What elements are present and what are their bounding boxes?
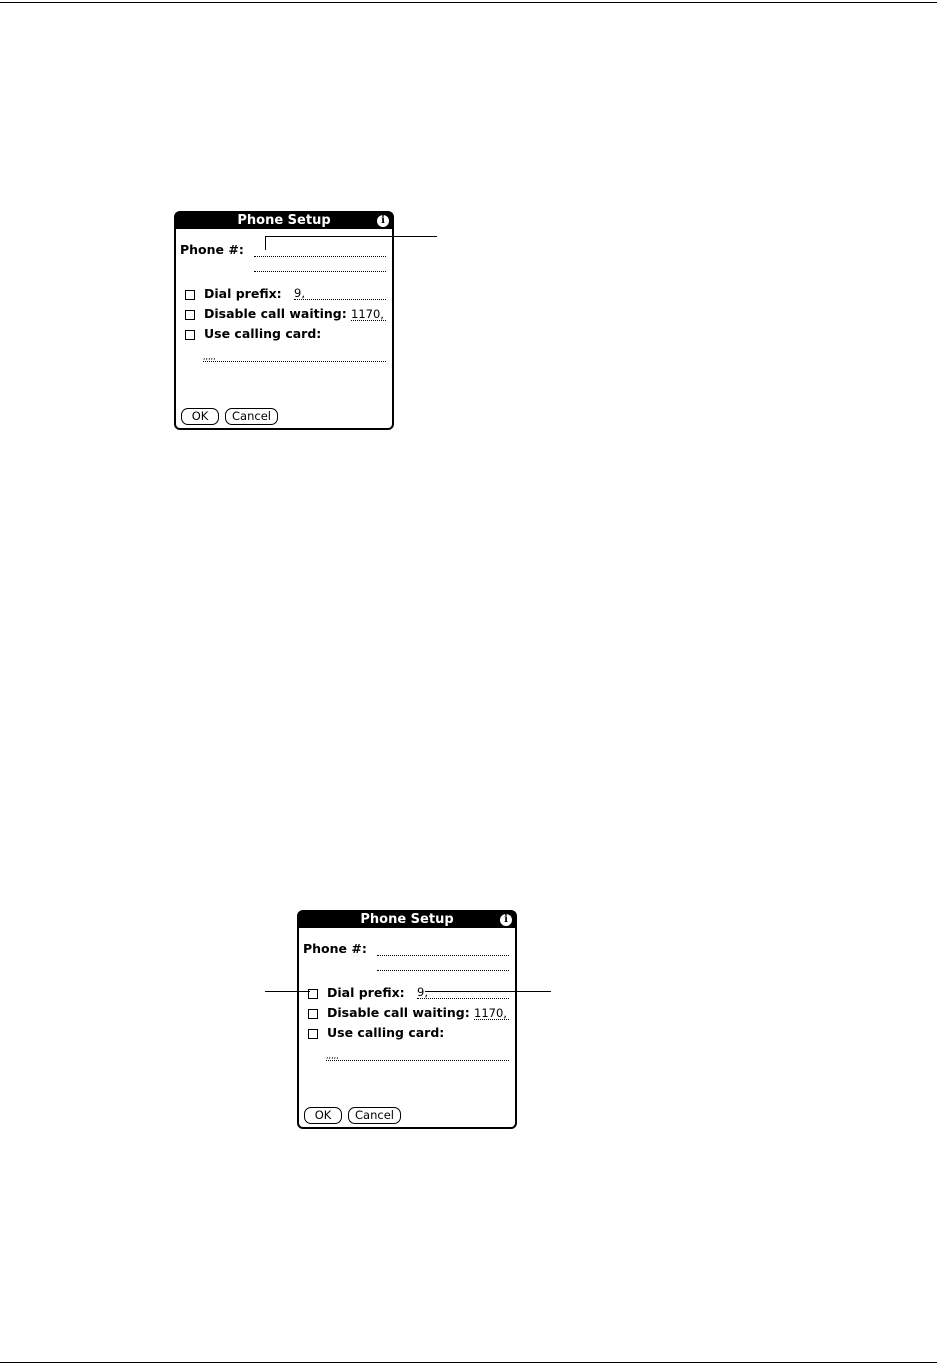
phone-number-field[interactable] — [254, 256, 386, 257]
phone-setup-dialog — [174, 211, 394, 430]
dial-prefix-field[interactable] — [294, 299, 386, 300]
ok-button[interactable]: OK — [304, 1107, 342, 1124]
dial-prefix-field[interactable] — [417, 998, 509, 999]
dial-prefix-value[interactable]: 9, — [417, 985, 428, 999]
call-waiting-label: Disable call waiting: — [327, 1005, 470, 1020]
call-waiting-checkbox[interactable] — [308, 1009, 318, 1019]
info-icon[interactable]: i — [377, 215, 389, 227]
call-waiting-checkbox[interactable] — [185, 310, 195, 320]
calling-card-value[interactable]: ,,,,, — [203, 352, 216, 361]
calling-card-field[interactable] — [326, 1060, 509, 1061]
dial-prefix-checkbox[interactable] — [185, 290, 195, 300]
dialog-title: Phone Setup — [360, 912, 454, 927]
call-waiting-value[interactable]: 1170, — [351, 307, 384, 321]
phone-number-callout-line — [265, 236, 437, 237]
dial-prefix-value-callout-line — [425, 991, 551, 992]
page-bottom-rule — [0, 1362, 937, 1363]
call-waiting-field[interactable] — [351, 320, 386, 321]
call-waiting-label: Disable call waiting: — [204, 306, 347, 321]
calling-card-label: Use calling card: — [204, 326, 322, 341]
dialog-title: Phone Setup — [237, 213, 331, 228]
phone-number-field-line2[interactable] — [254, 271, 386, 272]
dial-prefix-value[interactable]: 9, — [294, 286, 305, 300]
dial-prefix-label: Dial prefix: — [327, 985, 405, 1000]
dial-prefix-label: Dial prefix: — [204, 286, 282, 301]
calling-card-field[interactable] — [203, 361, 386, 362]
info-icon[interactable]: i — [500, 914, 512, 926]
calling-card-checkbox[interactable] — [308, 1029, 318, 1039]
phone-number-field-line2[interactable] — [377, 970, 509, 971]
call-waiting-value[interactable]: 1170, — [474, 1006, 507, 1020]
cancel-button[interactable]: Cancel — [348, 1107, 401, 1124]
phone-number-label: Phone #: — [303, 941, 367, 956]
dial-prefix-checkbox-callout-line — [265, 991, 310, 992]
phone-setup-dialog-2 — [297, 910, 517, 1129]
page-top-rule — [0, 2, 937, 3]
phone-number-callout-drop — [265, 236, 266, 250]
calling-card-value[interactable]: ,,,,, — [326, 1051, 339, 1060]
cancel-button[interactable]: Cancel — [225, 408, 278, 425]
calling-card-checkbox[interactable] — [185, 330, 195, 340]
phone-number-field[interactable] — [377, 955, 509, 956]
call-waiting-field[interactable] — [474, 1019, 509, 1020]
ok-button[interactable]: OK — [181, 408, 219, 425]
calling-card-label: Use calling card: — [327, 1025, 445, 1040]
phone-number-label: Phone #: — [180, 242, 244, 257]
